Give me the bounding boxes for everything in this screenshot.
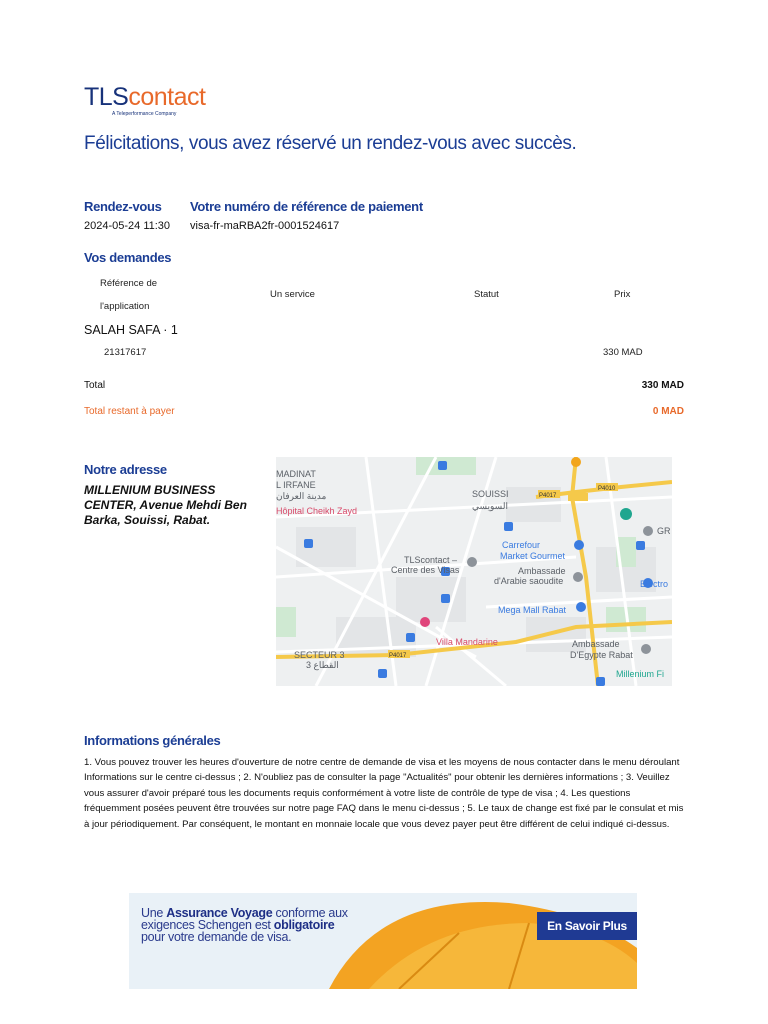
map-label-electro: Electro [640, 579, 669, 589]
appointment-label: Rendez-vous [84, 199, 162, 214]
map-label-megamall: Mega Mall Rabat [498, 605, 567, 615]
banner-line1-a: Une [141, 906, 167, 920]
banner-line3: pour votre demande de visa. [141, 930, 292, 944]
map-label-villa: Villa Mandarine [436, 637, 498, 647]
location-map[interactable] [276, 457, 672, 686]
banner-text [141, 907, 348, 943]
insurance-banner[interactable] [129, 893, 637, 989]
logo-tls: TLS [84, 83, 129, 111]
application-price: 330 MAD [603, 347, 643, 358]
appointment-datetime: 2024-05-24 11:30 [84, 220, 171, 232]
remaining-label: Total restant à payer [84, 406, 175, 417]
column-header-reference-line2: l'application [100, 301, 150, 312]
map-label-secteur-ar: القطاع 3 [306, 660, 339, 670]
logo-tagline: A Teleperformance Company [112, 111, 177, 117]
map-label-irfane: L IRFANE [276, 480, 316, 490]
map-label-hopital: Hôpital Cheikh Zayd [276, 506, 358, 516]
map-label-ambassade-eg-2: D'Egypte Rabat [570, 650, 633, 660]
address-text: MILLENIUM BUSINESS CENTER, Avenue Mehdi Ben Barka, Souissi, Rabat. [84, 483, 247, 527]
logo-contact: contact [128, 83, 206, 111]
map-label-gr: GR [657, 526, 671, 536]
map-label-tls-2: Centre des Visas [391, 565, 460, 575]
map-road-3: P4017 [389, 653, 407, 659]
banner-line1-b: Assurance Voyage [166, 906, 273, 920]
application-reference: 21317617 [104, 347, 147, 358]
learn-more-button[interactable]: En Savoir Plus [537, 912, 637, 940]
map-label-ambassade-sa-2: d'Arabie saoudite [494, 576, 564, 586]
total-value: 330 MAD [641, 380, 684, 391]
column-header-service: Un service [270, 289, 315, 300]
tlscontact-logo[interactable] [84, 84, 205, 117]
map-road-1: P4017 [539, 493, 557, 499]
banner-line2-b: obligatoire [273, 918, 335, 932]
address-title: Notre adresse [84, 462, 167, 477]
column-header-status: Statut [474, 289, 499, 300]
map-label-madinat-ar: مدينة العرفان [276, 491, 327, 501]
map-label-secteur: SECTEUR 3 [294, 650, 345, 660]
map-label-carrefour-2: Market Gourmet [500, 551, 566, 561]
map-label-ambassade-sa-1: Ambassade [518, 566, 566, 576]
map-graphic [276, 457, 672, 686]
info-title: Informations générales [84, 733, 221, 748]
banner-line1-c: conforme aux [272, 906, 348, 920]
applicant-name: SALAH SAFA · 1 [84, 323, 178, 337]
payment-reference-label: Votre numéro de référence de paiement [190, 199, 423, 214]
page-title: Félicitations, vous avez réservé un rendez-vous avec succès. [84, 133, 577, 154]
map-label-ambassade-eg-1: Ambassade [572, 639, 620, 649]
info-text: 1. Vous pouvez trouver les heures d'ouverture de notre centre de demande de visa et les moyens de nous contacter dans le menu déroulant Informations sur le centre ci-dessus ; 2. N'oubliez pas de consulter la page "Actualités" pour obtenir les dernières informations ; 3. Veuillez vous assurer d'avoir préparé tous les documents requis conformément à votre liste de contrôle de type de visa ; 4. Les questions fréquemment posées peuvent être trouvées sur notre page FAQ dans le menu ci-dessus ; 5. Le taux de change est fixé par le consulat et mis à jour périodiquement. Par conséquent, le montant en monnaie locale que vous devez payer peut être différent de celui indiqué ci-dessus. [84, 757, 684, 830]
map-label-carrefour-1: Carrefour [502, 540, 541, 550]
payment-reference-value: visa-fr-maRBA2fr-0001524617 [190, 220, 340, 232]
column-header-reference-line1: Référence de [100, 278, 158, 289]
map-label-millenium: Millenium Fi [616, 669, 665, 679]
map-label-souissi: SOUISSI [472, 489, 509, 499]
total-label: Total [84, 380, 106, 391]
map-label-madinat: MADINAT [276, 469, 316, 479]
column-header-price: Prix [614, 289, 631, 300]
banner-line2-a: exigences Schengen est [141, 918, 274, 932]
map-road-2: P4010 [598, 486, 616, 492]
requests-title: Vos demandes [84, 250, 172, 265]
map-label-tls-1: TLScontact – [404, 555, 458, 565]
map-label-souissi-ar: السويسي [472, 501, 508, 511]
remaining-value: 0 MAD [652, 406, 684, 417]
